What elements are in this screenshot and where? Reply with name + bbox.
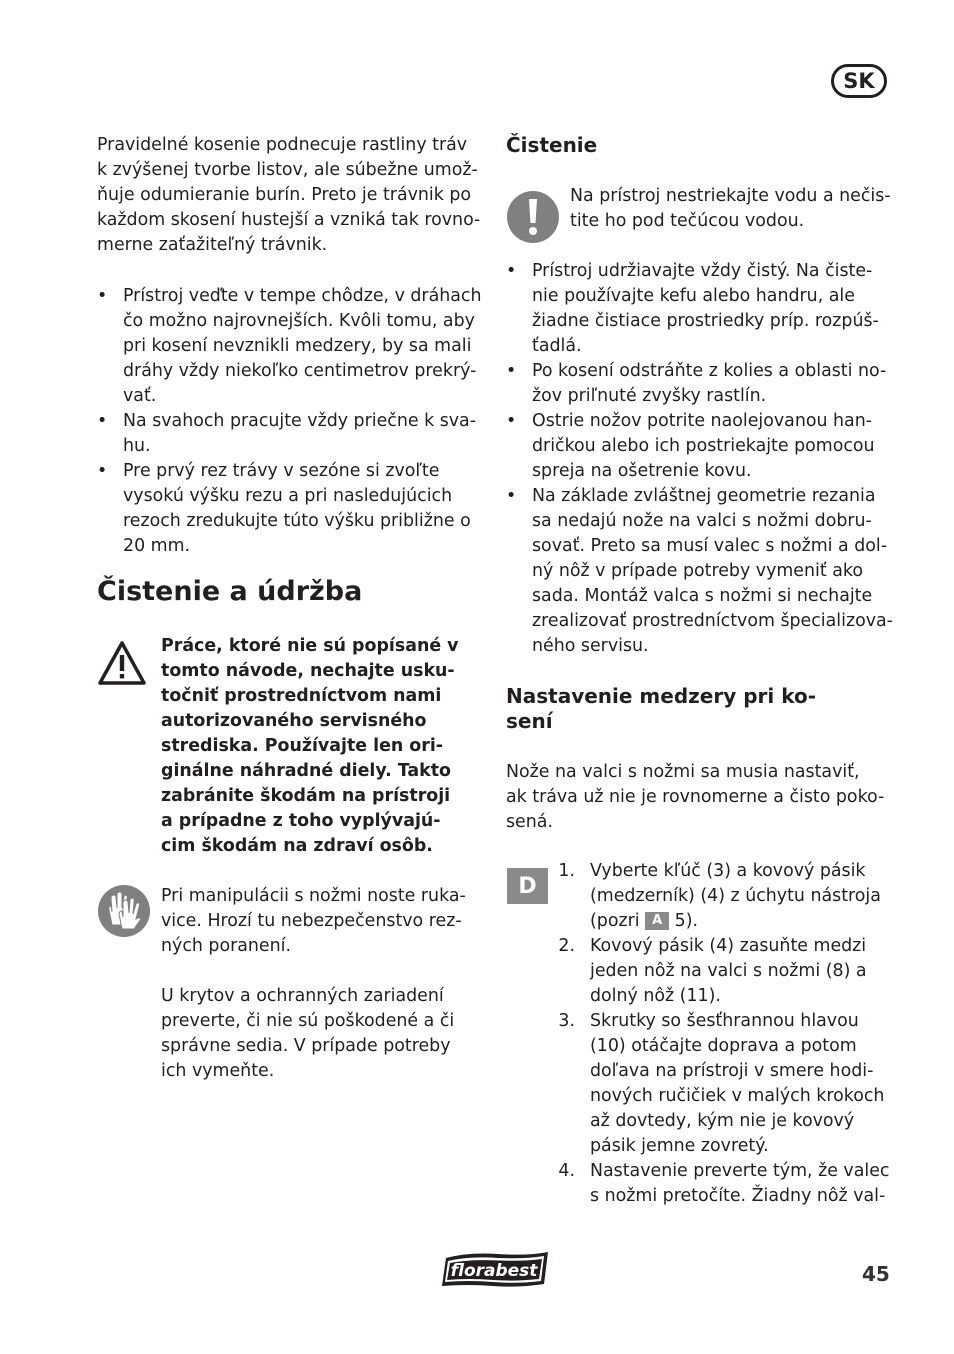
warning-text: Práce, ktoré nie sú popísané v tomto návode, nechajte usku- točniť prostredníctvom nami autorizovaného servisného strediska. Používajte len ori- ginálne náhradné diely. Takto zabránite škodám na prístroji a prípadne z toho vyplývajú- cim škodám na zdraví osôb.	[161, 636, 459, 856]
exclamation-icon	[506, 190, 560, 244]
notice-text: Na prístroj nestriekajte vodu a nečis- tite ho pod tečúcou vodou.	[570, 186, 891, 231]
intro-paragraph: Pravidelné kosenie podnecuje rastliny tráv k zvýšenej tvorbe listov, ale súbežne umož- ňuje odumieranie burín. Preto je trávnik po každom skosení hustejší a vzniká tak rovno- merne zaťažiteľný trávnik.	[97, 135, 481, 255]
gloves-notice: Pri manipulácii s nožmi noste ruka- vice. Hrozí tu nebezpečenstvo rez- ných poranení.	[161, 886, 466, 956]
figure-reference-badge: D	[507, 868, 548, 904]
language-badge: SK	[831, 64, 887, 98]
section-heading: Čistenie a údržba	[97, 576, 363, 607]
gloves-icon	[97, 884, 151, 938]
florabest-logo	[438, 1246, 552, 1290]
gap-intro-paragraph: Nože na valci s nožmi sa musia nastaviť, ak tráva už nie je rovnomerne a čisto poko- sená.	[506, 762, 885, 832]
svg-text:florabest: florabest	[450, 1261, 538, 1281]
page-number: 45	[862, 1262, 890, 1286]
inspection-paragraph: U krytov a ochranných zariadení preverte, či nie sú poškodené a či správne sedia. V prípade potreby ich vymeňte.	[161, 986, 455, 1081]
figure-a-badge: A	[645, 912, 669, 930]
warning-triangle-icon	[97, 640, 147, 686]
subsection-heading-gap: Nastavenie medzery pri ko- sení	[506, 684, 817, 733]
subsection-heading-cleaning: Čistenie	[506, 133, 598, 157]
